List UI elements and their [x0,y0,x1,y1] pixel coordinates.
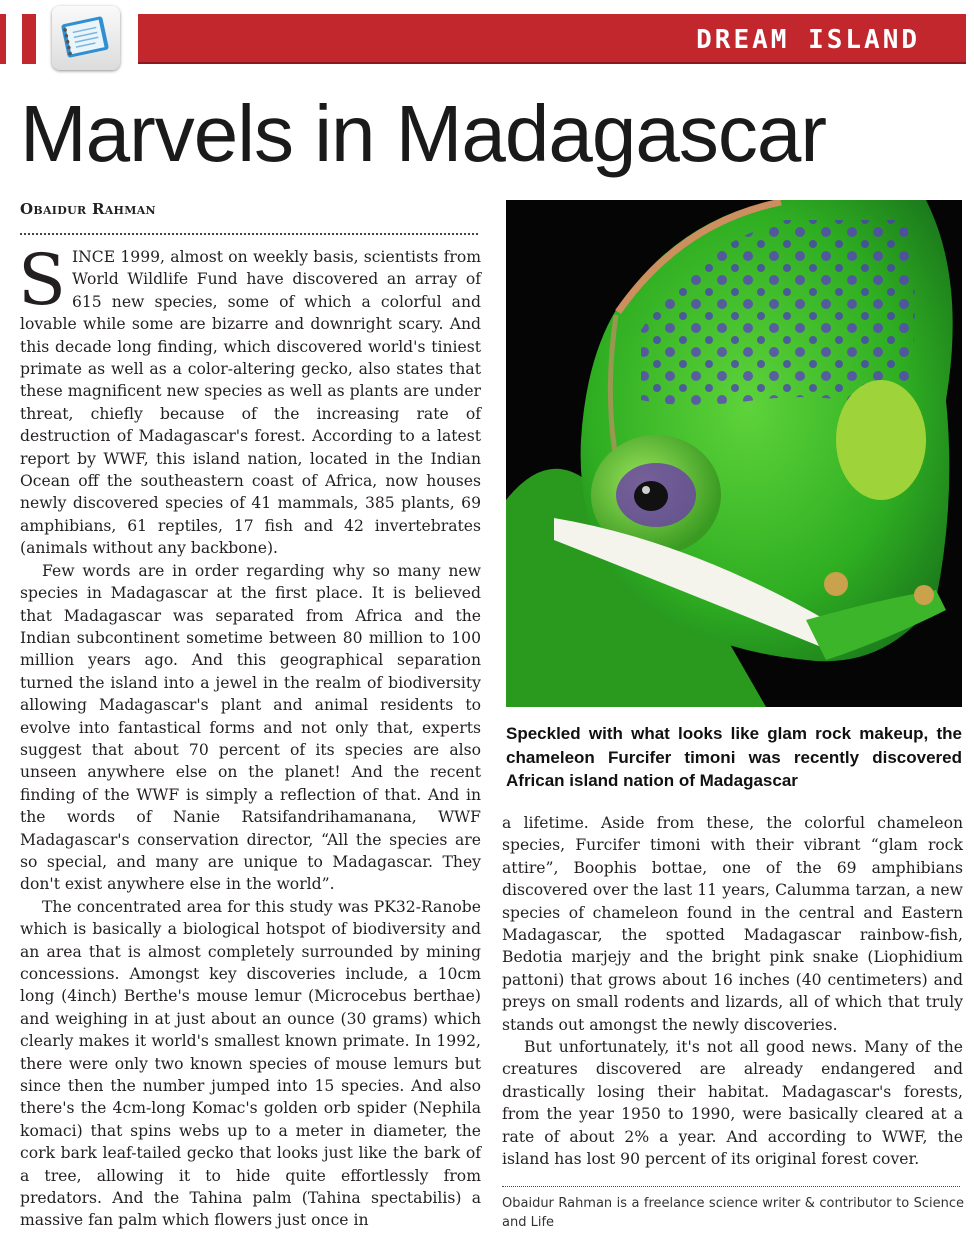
author-note: Obaidur Rahman is a freelance science writer & contributor to Science and Life [502,1196,964,1230]
paragraph-3: The concentrated area for this study was PK32-Ranobe which is basically a biological hotspot of biodiversity and an area that is almost completely surrounded by mining concessions. Amongst key discoveries include, a 10cm long (4inch) Berthe's mouse lemur (Microcebus berthae) and weighing in at just about an ounce (30 grams) which clearly makes it world's smallest known primate. In 1992, there were only two known species of mouse lemurs but since then the number jumped into 15 species. And also there's the 4cm-long Komac's golden orb spider (Nephila komaci) that spins webs up to a meter in diameter, the cork bark leaf-tailed gecko that looks just like the bark of a tree, allowing it to hide quite effortlessly from predators. And the Tahina palm (Tahina spectabilis) a massive fan palm which flowers just once in [20,897,481,1230]
section-header-bar [138,14,966,64]
byline-divider [20,233,478,235]
footnote-divider [502,1186,960,1187]
article-column-left [18,239,481,1232]
lead-text: INCE 1999, almost on weekly basis, scientists from World Wildlife Fund have discovered an array of 615 new species, some of which a colorful and lovable while some are bizarre and downright scary. And this decade long finding, which discovered world's tiniest primate as well as a color-altering gecko, also states that these magnificent new species as well as plants are under threat, chiefly because of the increasing rate of destruction of Madagascar's forest. According to a latest report by WWF, this island nation, located in the Indian Ocean off the southeastern coast of Africa, now houses newly discovered species of 41 mammals, 385 plants, 69 amphibians, 61 reptiles, 17 fish and 42 invertebrates (animals without any backbone). [20,248,481,558]
drop-cap: S [18,239,66,321]
header-accent-bar-left [0,14,6,64]
article-title: Marvels in Madagascar [20,89,826,178]
article-column-right [502,812,963,1171]
paragraph-3-continued: a lifetime. Aside from these, the colorful chameleon species, Furcifer timoni with their vibrant “glam rock attire”, Boophis bottae, one of the 69 amphibians discovered over the last 11 years, Calumma tarzan, a new species of chameleon found in the central and Eastern Madagascar, the spotted Madagascar rainbow-fish, Bedotia marjejy and the bright pink snake (Liophidium pattoni) that grows about 16 inches (40 centimeters) and preys on small rodents and lizards, all of which that truly stands out amongst the newly discoveries. [502,814,963,1034]
chameleon-photo [506,200,962,707]
photo-caption: Speckled with what looks like glam rock makeup, the chameleon Furcifer timoni was recently discovered African island nation of Madagascar [506,724,962,790]
paragraph-4: But unfortunately, it's not all good news. Many of the creatures discovered are already endangered and drastically losing their habitat. Madagascar's forests, from the year 1950 to 1990, were basically cleared at a rate of about 2% a year. And according to WWF, the island has lost 90 percent of its original forest cover. [502,1038,963,1169]
section-label: DREAM ISLAND [696,25,920,55]
byline: Obaidur Rahman [20,200,156,218]
notebook-icon [52,6,120,70]
lead-paragraph [18,239,481,560]
header-accent-bar [22,14,36,64]
paragraph-2: Few words are in order regarding why so many new species in Madagascar at the first place. It is believed that Madagascar was separated from Africa and the Indian subcontinent sometime between 80 million to 100 million years ago. And this geographical separation turned the island into a jewel in the realm of biodiversity allowing Madagascar's plant and animal residents to evolve into fantastical forms and not only that, experts suggest that about 70 percent of its species are also unseen anywhere else on the planet! And the recent finding of the WWF is simply a reflection of that. And in the words of Nanie Ratsifandrihamanana, WWF Madagascar's conservation director, “All the species are so special, and many are unique to Madagascar. They don't exist anywhere else in the world”. [20,561,481,894]
